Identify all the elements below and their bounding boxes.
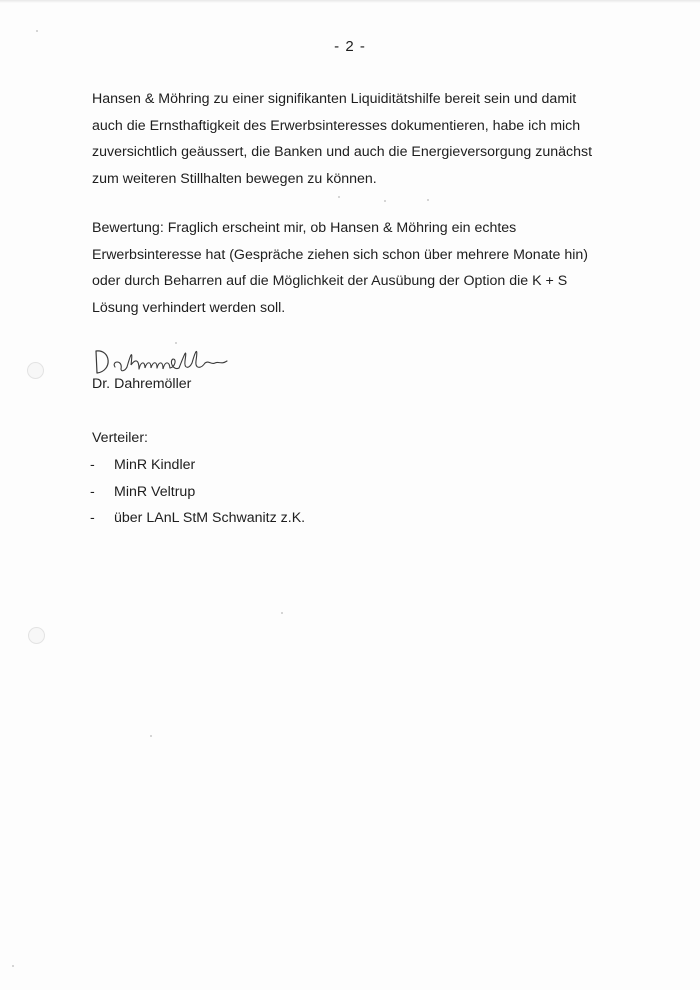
- punch-hole-icon: [27, 362, 44, 379]
- punch-hole-icon: [28, 627, 45, 644]
- scan-speck: [384, 200, 386, 202]
- distribution-label: Verteiler:: [92, 430, 148, 446]
- signer-name: Dr. Dahremöller: [92, 376, 192, 392]
- scan-speck: [150, 735, 152, 737]
- scan-speck: [427, 199, 429, 201]
- paragraph-line: oder durch Beharren auf die Möglichkeit der Ausübung der Option die K + S: [92, 273, 568, 289]
- paragraph-line: zuversichtlich geäussert, die Banken und auch die Energieversorgung zunächst: [92, 144, 593, 160]
- page-edge-shadow: [0, 0, 700, 3]
- recipient: MinR Veltrup: [114, 483, 196, 500]
- paragraph-line: Lösung verhindert werden soll.: [92, 299, 286, 316]
- list-marker: -: [90, 510, 95, 526]
- paragraph-line: Hansen & Möhring zu einer signifikanten Liquiditätshilfe bereit sein und damit: [92, 91, 577, 107]
- list-item: [90, 505, 305, 532]
- scan-speck: [36, 30, 38, 32]
- recipient: über LAnL StM Schwanitz z.K.: [114, 510, 306, 526]
- paragraph-line: auch die Ernsthaftigkeit des Erwerbsinteresses dokumentieren, habe ich mich: [92, 117, 581, 134]
- handwritten-signature: [93, 343, 233, 377]
- paragraph-2-assessment: [92, 215, 612, 321]
- paragraph-line: Erwerbsinteresse hat (Gespräche ziehen sich schon über mehrere Monate hin): [92, 246, 589, 263]
- list-item: [90, 479, 305, 506]
- scan-speck: [175, 342, 177, 344]
- recipient: MinR Kindler: [114, 457, 196, 473]
- list-marker: -: [90, 457, 95, 473]
- scan-speck: [338, 196, 340, 198]
- paragraph-line: Bewertung: Fraglich erscheint mir, ob Hansen & Möhring ein echtes: [92, 220, 517, 236]
- paragraph-1: [92, 86, 612, 192]
- list-item: [90, 452, 305, 479]
- scan-speck: [12, 965, 14, 967]
- scan-speck: [281, 612, 283, 614]
- distribution-list: [90, 452, 305, 532]
- paragraph-line: zum weiteren Stillhalten bewegen zu können.: [92, 170, 377, 187]
- list-marker: -: [90, 483, 95, 500]
- page-number: - 2 -: [334, 38, 366, 55]
